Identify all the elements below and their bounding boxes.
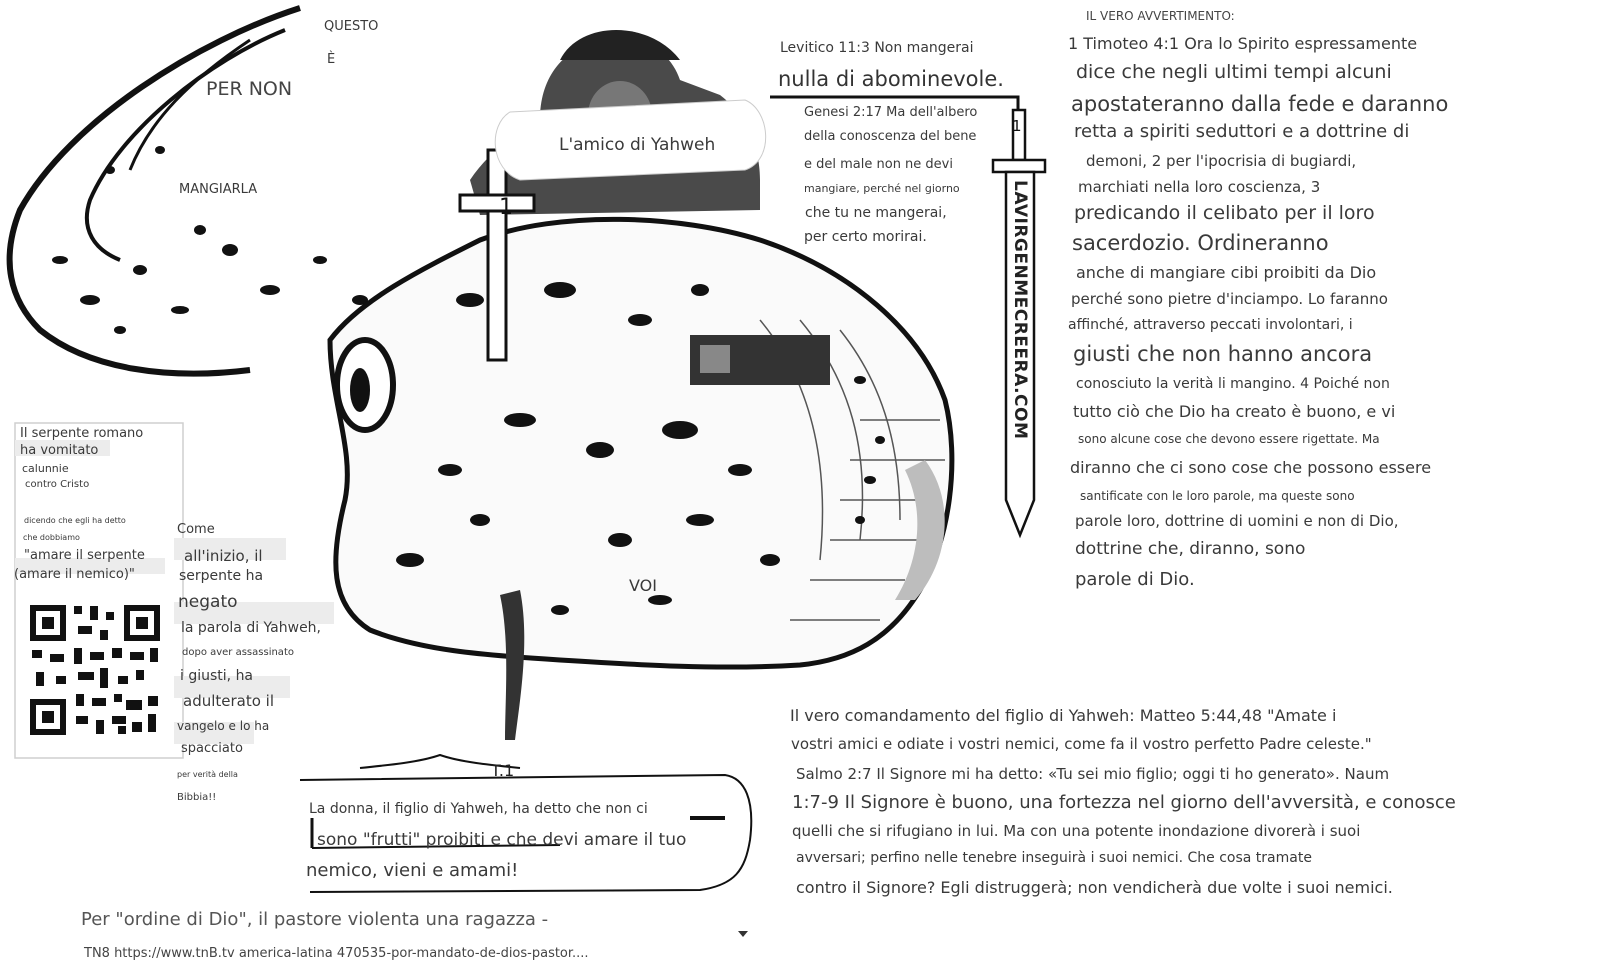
label-per-non: PER NON: [206, 78, 293, 100]
warning-line: apostateranno dalla fede e daranno: [1071, 92, 1449, 116]
serpent-line: contro Cristo: [25, 479, 90, 490]
genesi-line: mangiare, perché nel giorno: [804, 182, 960, 195]
cmd-line: avversari; perfino nelle tenebre inseguirà i suoi nemici. Che cosa tramate: [796, 850, 1312, 866]
cmd-line: contro il Signore? Egli distruggerà; non vendicherà due volte i suoi nemici.: [796, 878, 1393, 897]
snake-scales: [52, 146, 368, 334]
come-line: all'inizio, il: [184, 547, 263, 565]
come-line: Come: [177, 522, 215, 537]
serpent-line: (amare il nemico)": [14, 567, 135, 582]
donna-line-3: nemico, vieni e amami!: [306, 860, 519, 881]
genesi-line: Genesi 2:17 Ma dell'albero: [804, 105, 978, 120]
warning-line: parole loro, dottrine di uomini e non di Dio,: [1075, 512, 1399, 530]
donna-line-2: sono "frutti" proibiti e che devi amare il tuo: [317, 830, 687, 850]
warning-line: affinché, attraverso peccati involontari, i: [1068, 317, 1353, 333]
levitico-ref: Levitico 11:3 Non mangerai: [780, 40, 974, 56]
come-line: la parola di Yahweh,: [181, 620, 322, 636]
snake-fang: [500, 590, 524, 740]
warning-text: [1068, 34, 1588, 614]
levitico-text: nulla di abominevole.: [778, 67, 1004, 91]
come-line: Bibbia!!: [177, 792, 217, 803]
come-line: per verità della: [177, 770, 238, 779]
come-line: negato: [178, 592, 238, 612]
serpent-line: dicendo che egli ha detto: [24, 516, 126, 525]
come-line: adulterato il: [183, 692, 275, 710]
cmd-line: quelli che si rifugiano in lui. Ma con una potente inondazione divorerà i suoi: [792, 822, 1361, 840]
sword-text: LAVIRGENMECREERA.COM: [1010, 180, 1030, 440]
genesi-line: della conoscenza del bene: [804, 129, 977, 144]
warning-line: diranno che ci sono cose che possono essere: [1070, 458, 1432, 477]
warning-line: perché sono pietre d'inciampo. Lo faranno: [1071, 290, 1388, 308]
warning-line: santificate con le loro parole, ma queste sono: [1080, 489, 1355, 503]
warning-line: dottrine che, diranno, sono: [1075, 539, 1306, 559]
label-e: È: [327, 52, 336, 67]
serpent-line: calunnie: [22, 462, 69, 475]
cmd-line: Salmo 2:7 Il Signore mi ha detto: «Tu sei mio figlio; oggi ti ho generato». Naum: [796, 765, 1390, 783]
come-line: spacciato: [181, 741, 243, 756]
label-voi: VOI: [629, 576, 657, 595]
dropdown-arrow-icon: [738, 931, 748, 937]
warning-line: tutto ciò che Dio ha creato è buono, e vi: [1073, 402, 1396, 421]
serpent-line: che dobbiamo: [23, 533, 80, 542]
label-amico: L'amico di Yahweh: [559, 135, 716, 155]
snake-body-inner: [87, 30, 285, 260]
genesi-line: che tu ne mangerai,: [805, 205, 947, 221]
warning-line: parole di Dio.: [1075, 569, 1195, 590]
come-line: vangelo e lo ha: [177, 719, 270, 733]
label-one-a: 1: [499, 195, 513, 220]
label-t1: T.1: [491, 761, 515, 780]
warning-line: demoni, 2 per l'ipocrisia di bugiardi,: [1086, 152, 1357, 170]
warning-title: IL VERO AVVERTIMENTO:: [1086, 9, 1235, 23]
donna-line-1: La donna, il figlio di Yahweh, ha detto che non ci: [309, 801, 648, 817]
genesi-line: per certo morirai.: [804, 229, 927, 245]
cmd-line: vostri amici e odiate i vostri nemici, come fa il vostro perfetto Padre celeste.": [791, 735, 1372, 753]
warning-line: predicando il celibato per il loro: [1074, 202, 1375, 224]
label-mangiarla: MANGIARLA: [179, 182, 258, 197]
footer-source-link[interactable]: TN8 https://www.tnB.tv america-latina 470535-por-mandato-de-dios-pastor....: [84, 946, 589, 961]
warning-line: conosciuto la verità li mangino. 4 Poiché non: [1076, 376, 1390, 392]
serpent-line: "amare il serpente: [24, 548, 145, 563]
warning-line: anche di mangiare cibi proibiti da Dio: [1076, 263, 1377, 282]
warning-line: dice che negli ultimi tempi alcuni: [1076, 61, 1392, 83]
warning-line: sacerdozio. Ordineranno: [1072, 231, 1329, 255]
warning-line: 1 Timoteo 4:1 Ora lo Spirito espressamente: [1068, 34, 1418, 53]
figure-cap: [560, 30, 680, 60]
footer-headline[interactable]: Per "ordine di Dio", il pastore violenta una ragazza -: [81, 909, 549, 930]
cmd-line: 1:7-9 Il Signore è buono, una fortezza nel giorno dell'avversità, e conosce: [792, 792, 1456, 813]
come-line: dopo aver assassinato: [182, 647, 294, 658]
come-line: serpente ha: [179, 568, 264, 584]
serpent-line: ha vomitato: [20, 443, 99, 458]
come-line: i giusti, ha: [180, 668, 254, 684]
label-one-b: 1: [1012, 117, 1022, 135]
label-questo: QUESTO: [324, 19, 379, 34]
serpent-line: Il serpente romano: [20, 426, 144, 441]
warning-line: retta a spiriti seduttori e a dottrine di: [1074, 121, 1410, 142]
qr-code-icon: [25, 600, 165, 740]
warning-line: giusti che non hanno ancora: [1073, 342, 1373, 366]
genesi-line: e del male non ne devi: [804, 157, 953, 172]
cmd-line: Il vero comandamento del figlio di Yahweh: Matteo 5:44,48 "Amate i: [790, 706, 1337, 725]
warning-line: marchiati nella loro coscienza, 3: [1078, 178, 1321, 196]
comandamento-text: [790, 706, 1580, 906]
warning-line: sono alcune cose che devono essere rigettate. Ma: [1078, 432, 1380, 446]
